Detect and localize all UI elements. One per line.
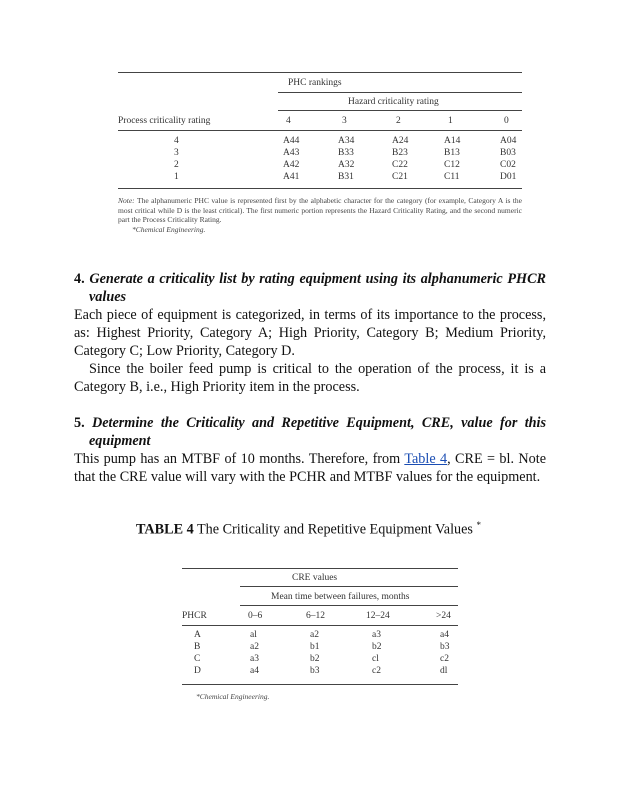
table3-cell: A04 xyxy=(500,136,517,146)
table3-cell: B33 xyxy=(338,148,354,158)
table3-subtitle: Hazard criticality rating xyxy=(348,97,439,107)
table3-cell: C21 xyxy=(392,172,408,182)
table4-cell: a2 xyxy=(310,630,319,640)
table4-cell: a4 xyxy=(250,666,259,676)
table4-row-label: D xyxy=(194,666,201,676)
table4-cell: a2 xyxy=(250,642,259,652)
table3-row-label: 4 xyxy=(174,136,179,146)
table3-cell: C22 xyxy=(392,160,408,170)
table3-cell: B23 xyxy=(392,148,408,158)
table-4-caption xyxy=(0,520,617,539)
table4-row-label: A xyxy=(194,630,201,640)
section-5 xyxy=(74,414,546,486)
table3-bottom-rule xyxy=(118,188,522,189)
table3-cell: A24 xyxy=(392,136,409,146)
section-5-text-before-link: This pump has an MTBF of 10 months. Therefore, from xyxy=(74,451,405,467)
section-4-heading xyxy=(74,270,546,306)
table4-cell: a3 xyxy=(250,654,259,664)
table3-subtitle-rule xyxy=(278,110,522,111)
table3-col-header: 4 xyxy=(286,116,291,126)
table3-title: PHC rankings xyxy=(288,78,342,88)
table4-title: CRE values xyxy=(292,573,338,583)
table3-row-header: Process criticality rating xyxy=(118,116,211,126)
section-5-number: 5. xyxy=(74,415,85,431)
table4-cell: b3 xyxy=(440,642,450,652)
section-4-paragraph-1: Each piece of equipment is categorized, in terms of its importance to the process, as: Highest Priority, Category A; High Priority, Category B; Medium Priority, Category C; Low Priority, Category D. xyxy=(74,307,546,359)
section-5-heading xyxy=(74,414,546,450)
table3-cell: A44 xyxy=(283,136,300,146)
section-4 xyxy=(74,270,546,396)
table4-col-header: >24 xyxy=(436,611,451,621)
table4-cell: c2 xyxy=(372,666,381,676)
table-4-caption-mark: * xyxy=(476,520,481,530)
table4-col-header: 12–24 xyxy=(366,611,390,621)
table-4-link[interactable]: Table 4 xyxy=(404,451,448,467)
table4-cell: a3 xyxy=(372,630,381,640)
table3-col-header: 3 xyxy=(342,116,347,126)
table3-row-label: 3 xyxy=(174,148,179,158)
section-4-paragraph-2: Since the boiler feed pump is critical to the operation of the process, it is a Category B, i.e., High Priority item in the process. xyxy=(74,361,546,395)
table3-col-header: 1 xyxy=(448,116,453,126)
table3-cell: C12 xyxy=(444,160,460,170)
table4-cell: a4 xyxy=(440,630,449,640)
table4-subtitle-rule xyxy=(240,605,458,606)
table3-title-rule xyxy=(278,92,522,93)
table3-source: *Chemical Engineering. xyxy=(132,224,206,234)
table3-cell: B03 xyxy=(500,148,516,158)
table3-cell: A14 xyxy=(444,136,461,146)
table3-top-rule xyxy=(118,72,522,73)
table4-source: *Chemical Engineering. xyxy=(196,692,270,701)
section-5-title: Determine the Criticality and Repetitive Equipment, CRE, value for this equipment xyxy=(89,415,547,449)
table3-cell: B31 xyxy=(338,172,354,182)
table3-cell: A41 xyxy=(283,172,300,182)
table4-row-label: B xyxy=(194,642,201,652)
table4-bottom-rule xyxy=(182,684,458,685)
table3-cell: C11 xyxy=(444,172,460,182)
table3-cell: C02 xyxy=(500,160,516,170)
table4-cell: b1 xyxy=(310,642,320,652)
table3-note xyxy=(118,196,522,234)
table4-row-label: C xyxy=(194,654,201,664)
table3-col-header: 0 xyxy=(504,116,509,126)
section-4-title: Generate a criticality list by rating equipment using its alphanumeric PHCR values xyxy=(89,271,546,305)
table-4-caption-label: TABLE 4 xyxy=(136,521,194,538)
table4-cell: dl xyxy=(440,666,448,676)
table3-cell: B13 xyxy=(444,148,460,158)
table3-cell: A34 xyxy=(338,136,355,146)
table3-row-label: 1 xyxy=(174,172,179,182)
section-5-paragraph xyxy=(74,450,546,486)
table3-note-text: The alphanumeric PHC value is represented first by the alphabetic character for the category (for example, Category A is the most critical while D is the least critical). The first numeric portion represents the Hazard Criticality Rating, and the second numeric part the Process Criticality Rating. xyxy=(118,196,522,224)
table4-cell: b2 xyxy=(310,654,320,664)
table3-header-rule xyxy=(118,130,522,131)
table4-cell: c2 xyxy=(440,654,449,664)
table-4-caption-text: The Criticality and Repetitive Equipment Values xyxy=(193,521,473,538)
table4-col-header: 6–12 xyxy=(306,611,325,621)
table4-title-rule xyxy=(240,586,458,587)
section-5-text-after-link: , CRE = bl. Note that the CRE value will vary with the PCHR and MTBF values for the equipment. xyxy=(74,451,546,485)
table3-row-label: 2 xyxy=(174,160,179,170)
table3-cell: A43 xyxy=(283,148,300,158)
table3-note-label: Note: xyxy=(118,196,135,205)
table4-col-header: 0–6 xyxy=(248,611,263,621)
table4-cell: b3 xyxy=(310,666,320,676)
table3-cell: A32 xyxy=(338,160,355,170)
table3-col-header: 2 xyxy=(396,116,401,126)
table4-subtitle: Mean time between failures, months xyxy=(271,592,410,602)
table4-cell: b2 xyxy=(372,642,382,652)
table4-header-rule xyxy=(182,625,458,626)
table3-cell: D01 xyxy=(500,172,517,182)
table4-cell: cl xyxy=(372,654,379,664)
table4-row-header: PHCR xyxy=(182,611,207,621)
table3-cell: A42 xyxy=(283,160,300,170)
section-4-number: 4. xyxy=(74,271,85,287)
table4-cell: al xyxy=(250,630,257,640)
table4-top-rule xyxy=(182,568,458,569)
